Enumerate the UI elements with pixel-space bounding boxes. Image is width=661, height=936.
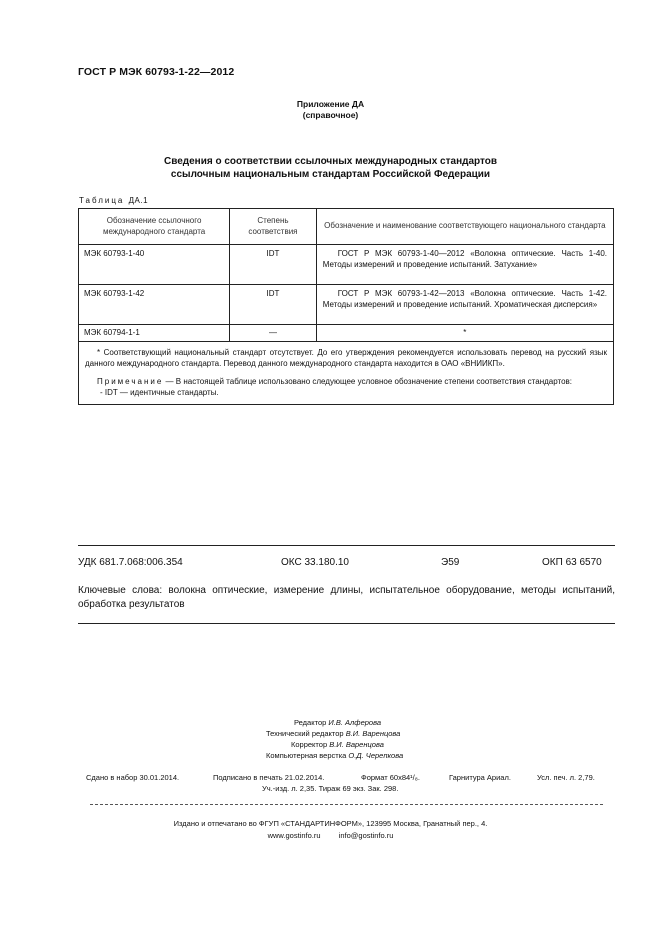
table-row xyxy=(79,245,614,285)
note-text: — В настоящей таблице использовано следующее условное обозначение степени соответствия стандартов: xyxy=(165,377,572,386)
table-caption-number: ДА.1 xyxy=(128,196,149,205)
appendix-title: Приложение ДА xyxy=(296,99,365,109)
table-footnote: * Соответствующий национальный стандарт отсутствует. До его утверждения рекомендуется использовать перевод на русский язык данного международного стандарта. Перевод данного международного стандарта находится в ОАО «ВНИИКП». xyxy=(85,348,607,368)
publisher-address: Издано и отпечатано во ФГУП «СТАНДАРТИНФОРМ», 123995 Москва, Гранатный пер., 4. xyxy=(173,819,488,828)
table-cell-ref: МЭК 60793-1-42 xyxy=(79,285,230,325)
publisher-info xyxy=(0,818,661,842)
table-cell-degree: — xyxy=(230,325,317,342)
table-footer-row xyxy=(79,342,614,405)
print-info-line-2: Уч.-изд. л. 2,35. Тираж 69 экз. Зак. 298. xyxy=(262,784,399,793)
table-note xyxy=(85,377,607,388)
divider-top xyxy=(78,545,615,546)
publisher-email[interactable]: info@gostinfo.ru xyxy=(338,831,394,840)
table-footer xyxy=(79,342,614,405)
table-caption xyxy=(79,196,148,205)
table-cell-degree: IDT xyxy=(230,285,317,325)
table-cell-degree: IDT xyxy=(230,245,317,285)
table-cell-national: ГОСТ Р МЭК 60793-1-40—2012 «Волокна оптические. Часть 1-40. Методы измерений и проведение испытаний. Затухание» xyxy=(316,245,613,285)
print-set-date: Сдано в набор 30.01.2014. xyxy=(86,773,180,782)
correspondence-table xyxy=(78,208,614,405)
oks-code: ОКС 33.180.10 xyxy=(281,557,349,568)
table-cell-ref: МЭК 60793-1-40 xyxy=(79,245,230,285)
column-header-ref: Обозначение ссылочного международного стандарта xyxy=(79,209,230,245)
staff-tech-editor: Технический редактор В.И. Варенцова xyxy=(266,729,401,738)
staff-proofreader: Корректор В.И. Варенцова xyxy=(291,740,384,749)
staff-layout: Компьютерная верстка О.Д. Черепкова xyxy=(266,751,404,760)
udk-code: УДК 681.7.068:006.354 xyxy=(78,557,183,568)
print-format: Формат 60х84¹/₈. xyxy=(361,773,420,782)
table-note-item: - IDT — идентичные стандарты. xyxy=(100,387,219,397)
section-title xyxy=(0,155,661,181)
divider-bottom xyxy=(78,623,615,624)
e-code: Э59 xyxy=(441,557,460,568)
publisher-website[interactable]: www.gostinfo.ru xyxy=(267,831,321,840)
column-header-national: Обозначение и наименование соответствующего национального стандарта xyxy=(316,209,613,245)
document-header: ГОСТ Р МЭК 60793-1-22—2012 xyxy=(78,66,235,78)
publisher-contacts xyxy=(0,830,661,842)
column-header-degree: Степень соответствия xyxy=(230,209,317,245)
table-cell-national: * xyxy=(316,325,613,342)
table-row xyxy=(79,285,614,325)
print-sheets: Усл. печ. л. 2,79. xyxy=(537,773,595,782)
keywords: Ключевые слова: волокна оптические, измерение длины, испытательное оборудование, методы испытаний, обработка результатов xyxy=(78,585,615,610)
table-header-row xyxy=(79,209,614,245)
appendix-subtitle: (справочное) xyxy=(302,110,359,120)
section-title-line-2: ссылочным национальным стандартам Российской Федерации xyxy=(170,169,491,180)
appendix-heading xyxy=(0,99,661,121)
table-row xyxy=(79,325,614,342)
dashed-divider xyxy=(90,804,603,805)
section-title-line-1: Сведения о соответствии ссылочных международных стандартов xyxy=(163,156,498,167)
table-caption-prefix: Таблица xyxy=(79,196,125,205)
staff-editor: Редактор И.В. Алферова xyxy=(294,718,382,727)
note-label: Примечание xyxy=(97,377,164,386)
okp-code: ОКП 63 6570 xyxy=(542,557,602,568)
table-cell-ref: МЭК 60794-1-1 xyxy=(79,325,230,342)
print-signed-date: Подписано в печать 21.02.2014. xyxy=(213,773,325,782)
table-cell-national: ГОСТ Р МЭК 60793-1-42—2013 «Волокна оптические. Часть 1-42. Методы измерений и проведение испытаний. Хроматическая дисперсия» xyxy=(316,285,613,325)
print-font: Гарнитура Ариал. xyxy=(449,773,511,782)
